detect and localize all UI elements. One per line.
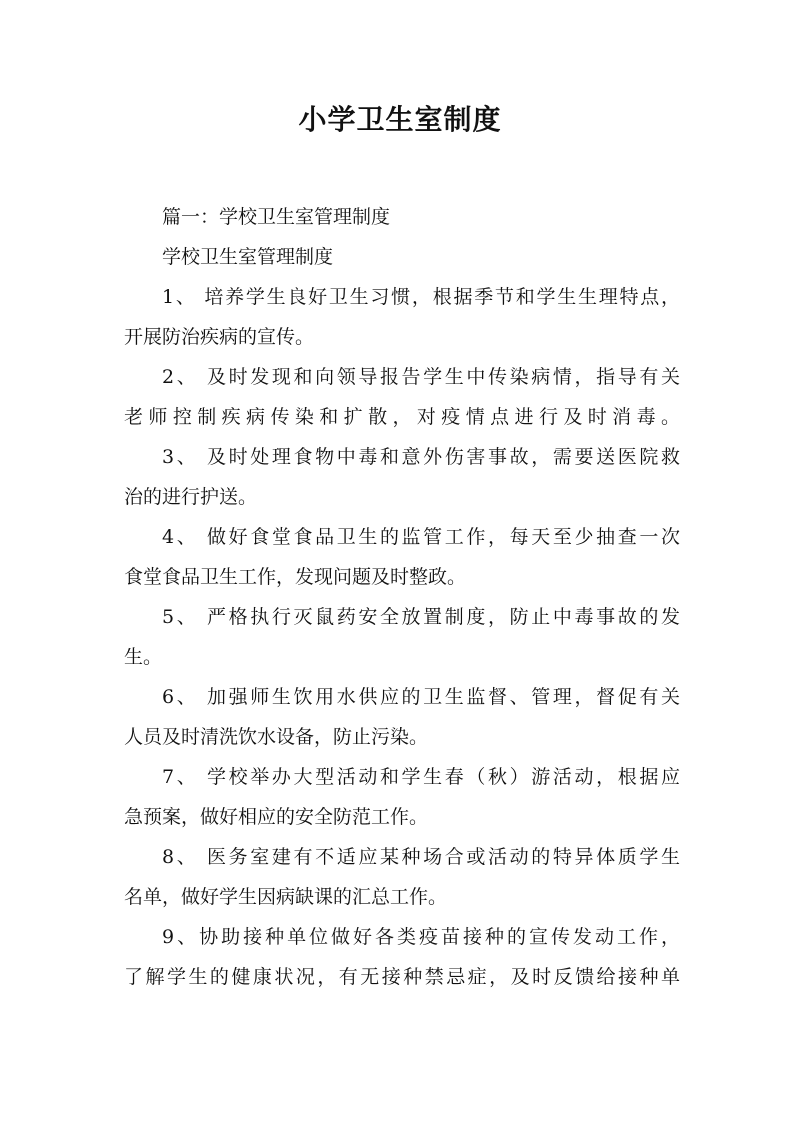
paragraph-line: 6、 加强师生饮用水供应的卫生监督、管理，督促有关 bbox=[162, 686, 680, 708]
paragraph-line: 生。 bbox=[124, 646, 163, 668]
paragraph-line: 5、 严格执行灭鼠药安全放置制度，防止中毒事故的发 bbox=[162, 606, 680, 628]
document-title: 小学卫生室制度 bbox=[298, 103, 502, 136]
document-body bbox=[124, 197, 680, 997]
paragraph-line: 4、 做好食堂食品卫生的监管工作，每天至少抽查一次 bbox=[162, 526, 680, 548]
paragraph-line: 9、协助接种单位做好各类疫苗接种的宣传发动工作， bbox=[162, 926, 680, 948]
subsection-heading: 学校卫生室管理制度 bbox=[162, 246, 334, 268]
paragraph-line: 开展防治疾病的宣传。 bbox=[124, 326, 315, 348]
paragraph-line: 名单，做好学生因病缺课的汇总工作。 bbox=[124, 886, 448, 908]
paragraph-line: 1、 培养学生良好卫生习惯，根据季节和学生生理特点， bbox=[162, 286, 680, 308]
paragraph-line: 了解学生的健康状况，有无接种禁忌症，及时反馈给接种单 bbox=[124, 966, 680, 988]
paragraph-line: 急预案，做好相应的安全防范工作。 bbox=[124, 806, 429, 828]
paragraph-line: 7、 学校举办大型活动和学生春（秋）游活动，根据应 bbox=[162, 766, 680, 788]
section-heading: 篇一：学校卫生室管理制度 bbox=[162, 206, 391, 228]
paragraph-line: 老师控制疾病传染和扩散，对疫情点进行及时消毒。 bbox=[124, 406, 680, 428]
paragraph-line: 人员及时清洗饮水设备，防止污染。 bbox=[124, 726, 429, 748]
paragraph-line: 8、 医务室建有不适应某种场合或活动的特异体质学生 bbox=[162, 846, 680, 868]
paragraph-line: 治的进行护送。 bbox=[124, 486, 258, 508]
paragraph-line: 食堂食品卫生工作，发现问题及时整政。 bbox=[124, 566, 467, 588]
paragraph-line: 2、 及时发现和向领导报告学生中传染病情，指导有关 bbox=[162, 366, 680, 388]
paragraph-line: 3、 及时处理食物中毒和意外伤害事故，需要送医院救 bbox=[162, 446, 680, 468]
